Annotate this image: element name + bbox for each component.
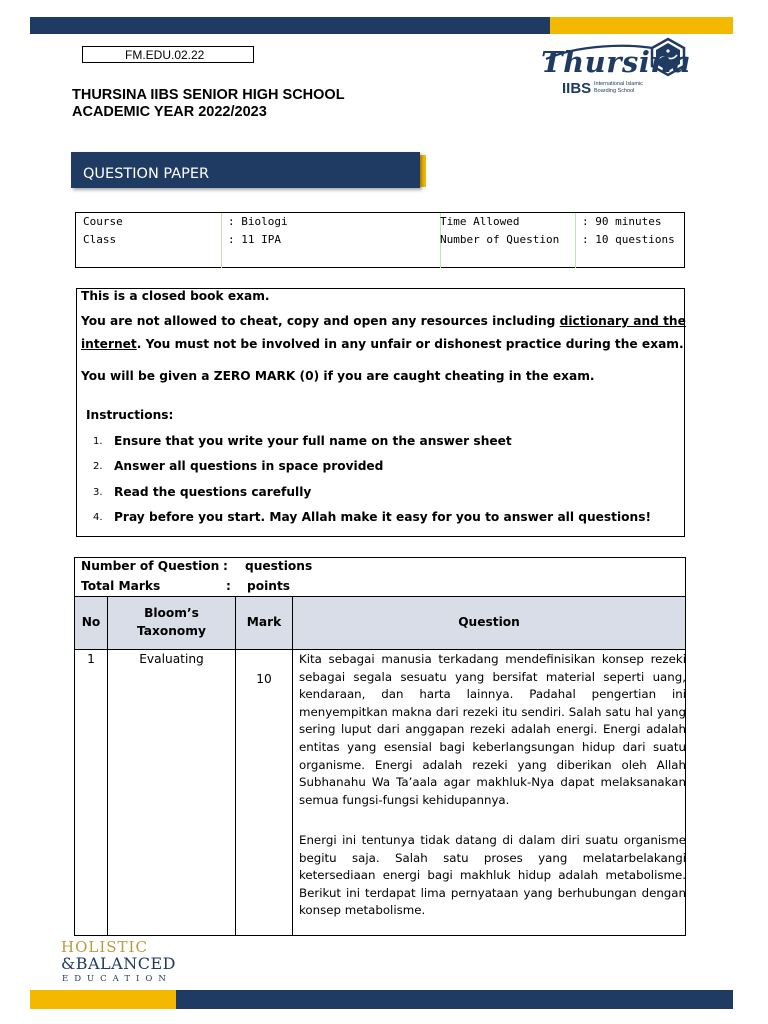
cheat-rule-line2: [81, 337, 684, 351]
class-value: : 11 IPA: [228, 233, 281, 246]
instruction-item: Read the questions carefully: [114, 485, 312, 499]
header-mark: Mark: [246, 615, 282, 629]
course-info-table: [75, 212, 685, 268]
table-column-rule: [292, 596, 293, 935]
footer-logo-line2: &BALANCED: [61, 954, 176, 973]
time-label: Time Allowed: [440, 215, 520, 228]
row-taxonomy: Evaluating: [139, 652, 204, 666]
instruction-number: 2.: [93, 461, 103, 472]
course-value: : Biologi: [228, 215, 288, 228]
footer-logo-line1: HOLISTIC: [61, 938, 148, 956]
closed-book-note: This is a closed book exam.: [81, 289, 270, 303]
total-marks-unit: points: [247, 579, 291, 593]
cheat-rule-underline-b: internet: [81, 337, 137, 351]
academic-year: ACADEMIC YEAR 2022/2023: [72, 104, 267, 120]
footer-logo-line3: EDUCATION: [62, 974, 172, 984]
time-value: : 90 minutes: [582, 215, 662, 228]
info-divider: [575, 213, 576, 268]
question-paragraph-1: Kita sebagai manusia terkadang mendefinisikan konsep rezeki sebagai segala sesuatu yang bersifat material seperti uang, kendaraan, dan harta lainnya. Padahal pengertian ini menyempitkan makna dari rezeki itu sendiri. Salah satu hal yang sering luput dari anggapan rezeki adalah energi. Energi adalah entitas yang esensial bagi keberlangsungan hidup dari suatu organisme. Energi adalah rezeki yang diberikan oleh Allah Subhanahu Wa Ta’aala agar makhluk-Nya dapat melaksanakan semua fungsi-fungsi kehidupannya.: [299, 652, 686, 807]
question-count-value: : 10 questions: [582, 233, 675, 246]
school-heading: [72, 87, 345, 121]
total-marks-label: Total Marks: [81, 579, 161, 593]
instruction-item: Answer all questions in space provided: [114, 459, 384, 473]
logo-iibs: IIBS: [562, 80, 592, 97]
header-bloom-line2: Taxonomy: [137, 624, 206, 638]
bottom-stripe-gold: [30, 990, 176, 1009]
header-question: Question: [458, 615, 520, 629]
course-label: Course: [83, 215, 123, 228]
zero-mark-warning: You will be given a ZERO MARK (0) if you are caught cheating in the exam.: [81, 369, 595, 383]
total-marks-sep: :: [226, 579, 231, 593]
header-bloom-line1: Bloom’s: [144, 606, 199, 620]
question-count-label: Number of Question: [440, 233, 560, 246]
instruction-item: Pray before you start. May Allah make it easy for you to answer all questions!: [114, 510, 652, 524]
table-column-rule: [235, 596, 236, 935]
exam-rules-box: [76, 288, 685, 537]
table-rule: [75, 596, 685, 597]
question-count-meta-label: Number of Question: [81, 559, 220, 573]
row-mark: 10: [256, 672, 272, 686]
instruction-number: 1.: [93, 436, 103, 447]
question-paragraph-2: Energi ini tentunya tidak datang di dalam diri suatu organisme begitu saja. Salah satu proses yang melatarbelakangi ketersediaan energi bagi makhluk hidup adalah metabolisme. Berikut ini terdapat lima pernyataan yang berhubungan dengan konsep metabolisme.: [299, 833, 686, 918]
school-name: THURSINA IIBS SENIOR HIGH SCHOOL: [72, 87, 345, 103]
question-count-meta-unit: questions: [245, 559, 313, 573]
cheat-rule-underline-a: dictionary and the: [559, 314, 686, 328]
question-count-meta-sep: :: [223, 559, 228, 573]
logo-wordmark: Thursina: [541, 45, 692, 79]
instructions-title: Instructions:: [86, 408, 174, 422]
bottom-stripe-navy: [176, 990, 733, 1009]
cheat-rule-line1: [81, 314, 686, 328]
class-label: Class: [83, 233, 117, 246]
instruction-item: Ensure that you write your full name on the answer sheet: [114, 434, 512, 448]
top-stripe-navy: [30, 17, 550, 34]
table-column-rule: [107, 596, 108, 935]
cheat-rule-text-a: You are not allowed to cheat, copy and open any resources including: [81, 314, 560, 328]
instruction-number: 4.: [93, 512, 103, 523]
cheat-rule-text-b: . You must not be involved in any unfair or dishonest practice during the exam.: [136, 337, 684, 351]
banner-title: QUESTION PAPER: [83, 166, 210, 182]
question-table: [74, 557, 686, 936]
header-no: No: [81, 615, 101, 629]
row-number: 1: [87, 652, 95, 666]
form-code-box: FM.EDU.02.22: [82, 46, 254, 63]
top-stripe-gold: [550, 17, 733, 34]
info-divider: [221, 213, 222, 268]
header-bloom: [108, 604, 235, 640]
logo-subtitle: International Islamic Boarding School: [594, 81, 643, 94]
instruction-number: 3.: [93, 487, 103, 498]
